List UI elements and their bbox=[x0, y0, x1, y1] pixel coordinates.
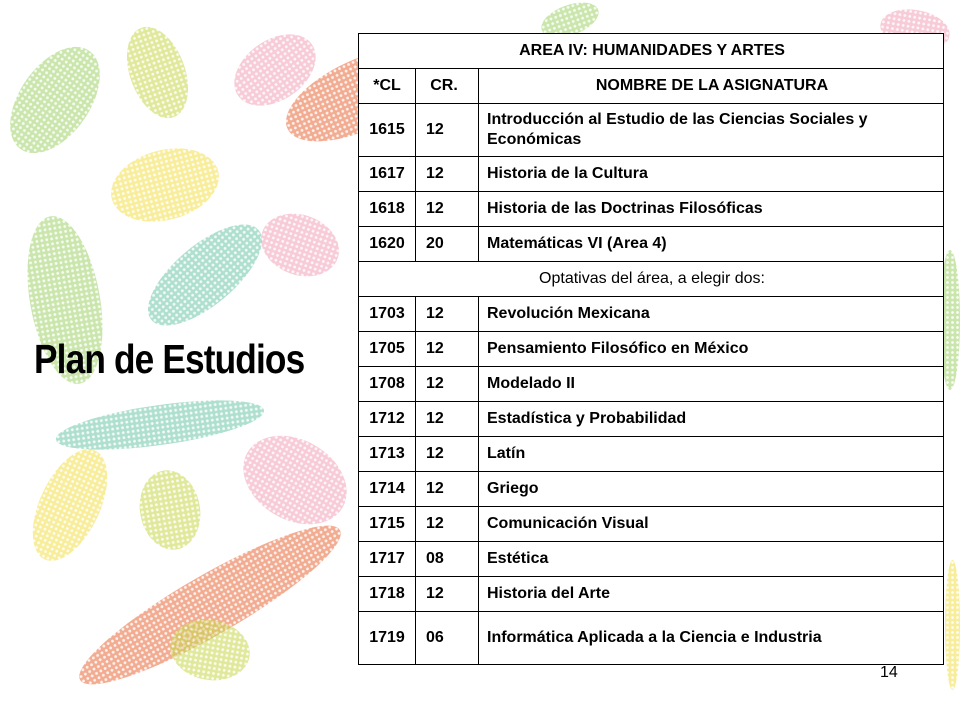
confetti-shape bbox=[17, 438, 122, 572]
cell-name: Informática Aplicada a la Ciencia e Industria bbox=[479, 612, 944, 665]
header-cl: *CL bbox=[359, 69, 416, 104]
confetti-shape bbox=[132, 207, 278, 343]
cell-name: Historia de la Cultura bbox=[479, 157, 944, 192]
cell-cl: 1714 bbox=[359, 472, 416, 507]
cell-cl: 1719 bbox=[359, 612, 416, 665]
cell-name: Griego bbox=[479, 472, 944, 507]
cell-name: Comunicación Visual bbox=[479, 507, 944, 542]
cell-cr: 12 bbox=[416, 332, 479, 367]
cell-cl: 1618 bbox=[359, 192, 416, 227]
course-table bbox=[358, 33, 944, 665]
cell-cr: 20 bbox=[416, 227, 479, 262]
cell-cl: 1708 bbox=[359, 367, 416, 402]
cell-cr: 06 bbox=[416, 612, 479, 665]
cell-cr: 12 bbox=[416, 472, 479, 507]
cell-cl: 1715 bbox=[359, 507, 416, 542]
slide-number: 14 bbox=[880, 664, 898, 681]
cell-cl: 1615 bbox=[359, 104, 416, 157]
cell-name: Historia de las Doctrinas Filosóficas bbox=[479, 192, 944, 227]
cell-name: Matemáticas VI (Area 4) bbox=[479, 227, 944, 262]
optional-label: Optativas del área, a elegir dos: bbox=[359, 262, 944, 297]
cell-cr: 12 bbox=[416, 577, 479, 612]
table-row bbox=[359, 612, 944, 665]
table-row bbox=[359, 157, 944, 192]
slide-title: Plan de Estudios bbox=[34, 336, 305, 382]
cell-cl: 1703 bbox=[359, 297, 416, 332]
confetti-shape bbox=[115, 18, 199, 126]
area-title: AREA IV: HUMANIDADES Y ARTES bbox=[359, 34, 944, 69]
confetti-shape bbox=[103, 137, 227, 233]
table-row bbox=[359, 367, 944, 402]
cell-cl: 1712 bbox=[359, 402, 416, 437]
cell-cr: 12 bbox=[416, 297, 479, 332]
cell-cr: 12 bbox=[416, 157, 479, 192]
table-row bbox=[359, 332, 944, 367]
confetti-shape bbox=[0, 31, 118, 169]
cell-name: Modelado II bbox=[479, 367, 944, 402]
cell-cr: 12 bbox=[416, 104, 479, 157]
confetti-shape bbox=[945, 560, 960, 690]
cell-cr: 12 bbox=[416, 402, 479, 437]
table-row bbox=[359, 227, 944, 262]
table-row bbox=[359, 437, 944, 472]
cell-name: Estética bbox=[479, 542, 944, 577]
header-cr: CR. bbox=[416, 69, 479, 104]
confetti-shape bbox=[252, 203, 348, 287]
cell-cr: 08 bbox=[416, 542, 479, 577]
cell-cr: 12 bbox=[416, 367, 479, 402]
column-header-row bbox=[359, 69, 944, 104]
table-row bbox=[359, 542, 944, 577]
table-row bbox=[359, 402, 944, 437]
cell-cr: 12 bbox=[416, 507, 479, 542]
cell-cl: 1620 bbox=[359, 227, 416, 262]
confetti-shape bbox=[227, 418, 362, 542]
table-row bbox=[359, 104, 944, 157]
table-row bbox=[359, 297, 944, 332]
table-row bbox=[359, 507, 944, 542]
cell-cr: 12 bbox=[416, 437, 479, 472]
confetti-shape bbox=[134, 465, 207, 554]
table-row bbox=[359, 192, 944, 227]
table-row bbox=[359, 472, 944, 507]
cell-cl: 1617 bbox=[359, 157, 416, 192]
cell-cl: 1705 bbox=[359, 332, 416, 367]
cell-name: Latín bbox=[479, 437, 944, 472]
header-name: NOMBRE DE LA ASIGNATURA bbox=[479, 69, 944, 104]
cell-name: Revolución Mexicana bbox=[479, 297, 944, 332]
cell-name: Historia del Arte bbox=[479, 577, 944, 612]
table-row bbox=[359, 577, 944, 612]
cell-cl: 1713 bbox=[359, 437, 416, 472]
cell-cl: 1717 bbox=[359, 542, 416, 577]
area-title-row bbox=[359, 34, 944, 69]
cell-cr: 12 bbox=[416, 192, 479, 227]
cell-name: Introducción al Estudio de las Ciencias Sociales y Económicas bbox=[479, 104, 944, 157]
cell-name: Pensamiento Filosófico en México bbox=[479, 332, 944, 367]
optional-label-row bbox=[359, 262, 944, 297]
cell-cl: 1718 bbox=[359, 577, 416, 612]
cell-name: Estadística y Probabilidad bbox=[479, 402, 944, 437]
